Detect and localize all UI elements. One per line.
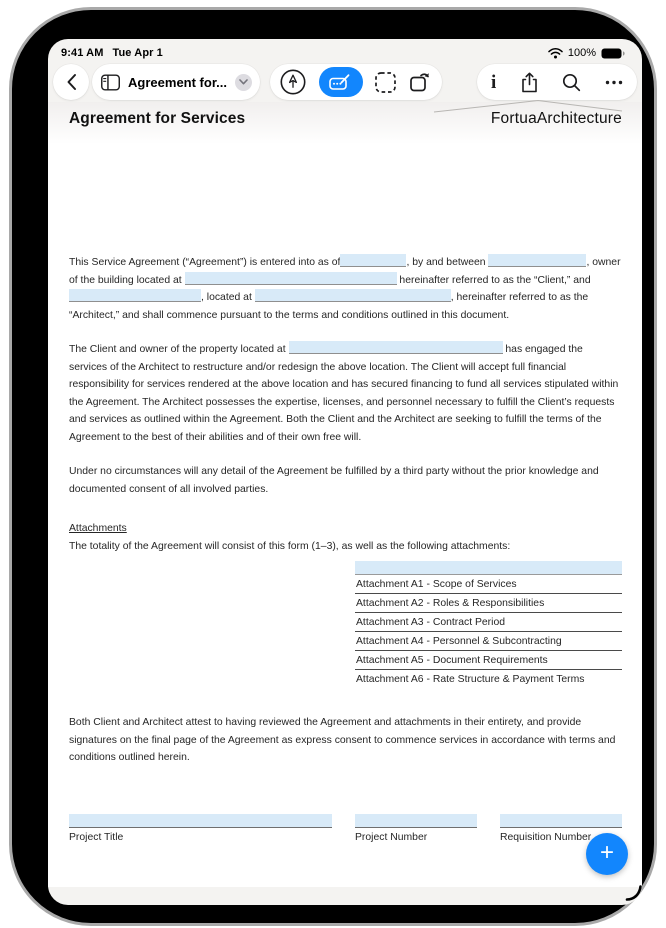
fill-in-field-property-address[interactable]: [289, 341, 503, 354]
rotate-icon: [409, 71, 432, 93]
document-heading: Agreement for Services: [69, 110, 246, 127]
attachment-item: Attachment A4 - Personnel & Subcontracting: [355, 632, 622, 651]
document-title-menu[interactable]: [92, 64, 260, 100]
status-date: Tue Apr 1: [112, 47, 163, 59]
search-icon: [562, 73, 581, 92]
attachment-item: Attachment A1 - Scope of Services: [355, 575, 622, 594]
requisition-number-label: Requisition Number: [500, 831, 592, 843]
wifi-icon: [548, 48, 563, 59]
roofline-graphic: [432, 99, 624, 113]
footer-fields: [69, 814, 622, 843]
status-bar-right: [548, 47, 625, 59]
paragraph-4: Both Client and Architect attest to having reviewed the Agreement and attachments in their entirety, and provide signatures on the final page of the Agreement as express consent to commence services in accordance with terms and conditions outlined herein.: [69, 717, 616, 763]
paragraph-1: [69, 254, 622, 324]
pdf-page: [48, 102, 642, 887]
p2-text: has engaged the services of the Architect to restructure and/or redesign the above location. The Client will accept full financial responsibility for services rendered at the above location and has secured financing to fund all services stipulated within the Agreement. The Architect possesses the expertise, licenses, and personnel necessary to fulfill the Client’s requests and services as outlined within the Agreement. Both the Client and the Architect are seeking to fulfill the terms of the Agreement to the best of their abilities and of their own free will.: [69, 344, 619, 443]
document-actions-group: [477, 64, 637, 100]
ellipsis-icon: [605, 80, 623, 85]
page-curl-icon[interactable]: [625, 884, 642, 902]
project-title-field-group: [69, 814, 332, 843]
share-button[interactable]: [521, 72, 538, 93]
fill-in-field-building-address[interactable]: [185, 272, 397, 285]
attachment-item: Attachment A5 - Document Requirements: [355, 651, 622, 670]
p1-text: This Service Agreement (“Agreement”) is entered into as of: [69, 257, 341, 268]
p2-text: The Client and owner of the property located at: [69, 344, 289, 355]
p1-text: , located at: [201, 292, 255, 303]
chevron-left-icon: [66, 73, 77, 91]
share-icon: [521, 72, 538, 93]
form-autofill-button-active[interactable]: [319, 67, 363, 97]
fill-in-field-attachment[interactable]: [355, 561, 622, 575]
attachment-item: Attachment A2 - Roles & Responsibilities: [355, 594, 622, 613]
info-button[interactable]: i: [491, 71, 497, 93]
paragraph-3: Under no circumstances will any detail of the Agreement be fulfilled by a third party without the prior knowledge and documented consent of all involved parties.: [69, 466, 599, 495]
company-logo: [491, 110, 622, 128]
form-autofill-icon: [329, 73, 352, 92]
fill-in-field-project-number[interactable]: [355, 814, 477, 828]
fill-in-field-date[interactable]: [340, 254, 406, 267]
company-logo-text: FortuaArchitecture: [490, 110, 622, 127]
attachments-table: [355, 561, 622, 688]
project-number-label: Project Number: [355, 831, 428, 843]
project-number-field-group: [355, 814, 477, 843]
p1-text: , hereinafter referred to as the “Architect,” and shall commence pursuant to the terms and conditions outlined in this document.: [69, 292, 589, 321]
battery-percent: 100%: [567, 47, 596, 59]
title-dropdown-button[interactable]: [235, 74, 252, 91]
dashed-selection-icon: [375, 72, 396, 93]
pencil-circle-icon: [280, 69, 306, 95]
attachments-intro: The totality of the Agreement will consist of this form (1–3), as well as the following attachments:: [69, 540, 511, 552]
pencil-tool-button[interactable]: [280, 69, 306, 95]
more-button[interactable]: [605, 80, 623, 85]
chevron-down-icon: [239, 79, 248, 85]
paragraph-2: [69, 341, 622, 446]
status-time: 9:41 AM: [61, 47, 104, 59]
markup-tools-group: [270, 64, 442, 100]
fill-in-field-architect-name[interactable]: [69, 289, 201, 302]
p1-text: hereinafter referred to as the “Client,” and: [396, 274, 591, 286]
attachments-heading: Attachments: [69, 523, 127, 534]
status-bar-left: [61, 47, 163, 59]
fill-in-field-project-title[interactable]: [69, 814, 332, 828]
attachment-item: Attachment A6 - Rate Structure & Payment Terms: [356, 674, 585, 685]
battery-icon: [601, 48, 625, 59]
fill-in-field-client-name[interactable]: [488, 254, 586, 267]
search-button[interactable]: [562, 73, 581, 92]
attachment-item: Attachment A3 - Contract Period: [355, 613, 622, 632]
p1-text: , owner of the building located at: [69, 257, 621, 286]
sidebar-icon[interactable]: [101, 74, 120, 91]
ipad-device-frame: [9, 7, 657, 926]
rotate-page-button[interactable]: [409, 71, 432, 93]
fill-in-field-architect-address[interactable]: [255, 289, 451, 302]
add-button[interactable]: [586, 833, 628, 875]
toolbar-document-title: Agreement for...: [128, 74, 227, 90]
attachments-section: [69, 520, 622, 555]
project-title-label: Project Title: [69, 831, 124, 843]
select-region-button[interactable]: [375, 72, 396, 93]
plus-icon: +: [599, 839, 614, 866]
p1-text: , by and between: [406, 257, 489, 268]
screen: [48, 39, 642, 905]
fill-in-field-requisition-number[interactable]: [500, 814, 622, 828]
back-button[interactable]: [53, 64, 89, 100]
